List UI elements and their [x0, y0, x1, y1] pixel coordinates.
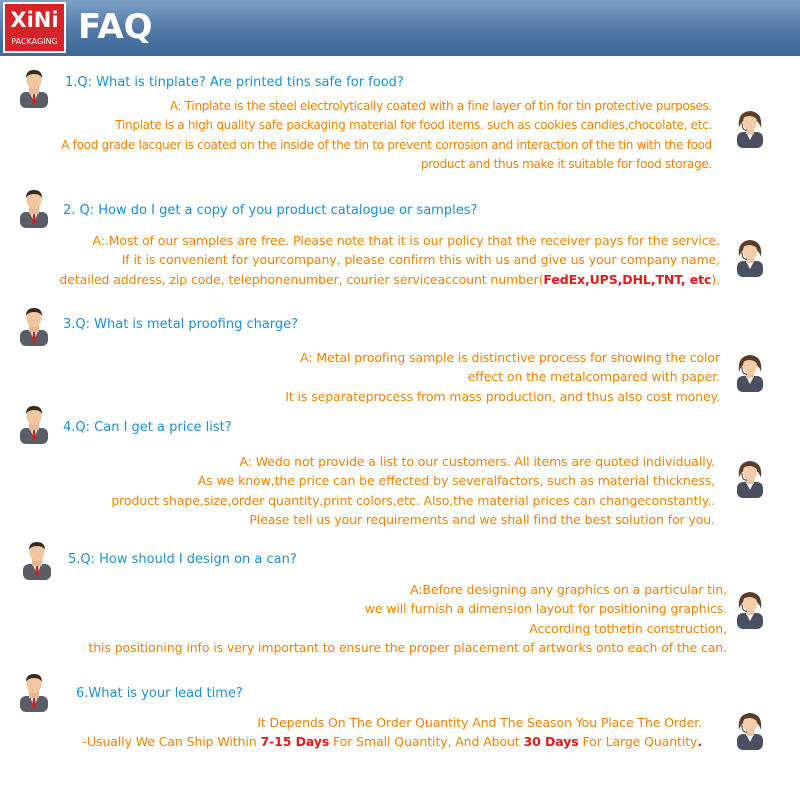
- page-title: FAQ: [78, 7, 153, 47]
- support-agent-avatar-icon: [733, 108, 767, 148]
- customer-avatar-icon: [17, 404, 51, 444]
- faq-question: 6.What is your lead time?: [76, 686, 243, 701]
- support-agent-avatar-icon: [733, 352, 767, 392]
- faq-question: 3.Q: What is metal proofing charge?: [63, 317, 299, 332]
- customer-avatar-icon: [17, 306, 51, 346]
- support-agent-avatar-icon: [733, 710, 767, 750]
- faq-question: 5.Q: How should I design on a can?: [68, 552, 297, 567]
- faq-answer: A:Before designing any graphics on a particular tin, we will furnish a dimension layout for positioning graphics. According tothetin construction, this positioning info is very important to ensure the proper placement of artworks onto each of the can.: [88, 582, 727, 656]
- customer-avatar-icon: [17, 672, 51, 712]
- xini-packaging-logo: [3, 2, 66, 53]
- faq-banner: [0, 0, 800, 56]
- faq-question: 2. Q: How do I get a copy of you product catalogue or samples?: [63, 203, 478, 218]
- courier-highlight: FedEx,UPS,DHL,TNT, etc: [543, 271, 712, 287]
- logo-main-text: XiNi: [10, 8, 59, 32]
- faq-answer: A: Wedo not provide a list to our customers. All items are quoted individually. As we know,the price can be effected by severalfactors, such as material thickness, product shape,size,order quantity,print colors,etc. Also,the material prices can changeconstantly.. Please tell us your requirements and we shall find the best solution for you.: [111, 454, 715, 528]
- faq-answer: A: Tinplate is the steel electrolytically coated with a fine layer of tin for tin protective purposes. Tinplate is a high quality safe packaging material for food items. such as cookies candies,chocolate, etc. A food grade lacquer is coated on the inside of the tin to prevent corrosion and interaction of the tin with the food product and thus make it suitable for food storage.: [61, 99, 712, 171]
- faq-answer: It Depends On The Order Quantity And The Season You Place The Order. -Usually We Can Ship Within 7-15 Days For Small Quantity, And About 30 Days For Large Quantity.: [82, 715, 702, 750]
- customer-avatar-icon: [17, 68, 51, 108]
- support-agent-avatar-icon: [733, 589, 767, 629]
- support-agent-avatar-icon: [733, 458, 767, 498]
- logo-sub-text: PACKAGING: [11, 37, 58, 46]
- faq-answer: A:.Most of our samples are free. Please note that it is our policy that the receiver pays for the service. If it is convenient for yourcompany, please confirm this with us and give us your company name, detailed address, zip code, telephonenumber, courier serviceaccount number(FedEx,UPS,DHL,TNT, etc).: [59, 233, 720, 287]
- customer-avatar-icon: [20, 540, 54, 580]
- support-agent-avatar-icon: [733, 237, 767, 277]
- lead-time-large-highlight: 30 Days: [523, 734, 579, 750]
- faq-question: 4.Q: Can I get a price list?: [63, 420, 232, 435]
- faq-answer: A: Metal proofing sample is distinctive process for showing the color effect on the metalcompared with paper. It is separateprocess from mass production, and thus also cost money.: [285, 350, 720, 404]
- faq-question: 1.Q: What is tinplate? Are printed tins safe for food?: [65, 75, 404, 90]
- customer-avatar-icon: [17, 188, 51, 228]
- lead-time-small-highlight: 7-15 Days: [260, 734, 330, 750]
